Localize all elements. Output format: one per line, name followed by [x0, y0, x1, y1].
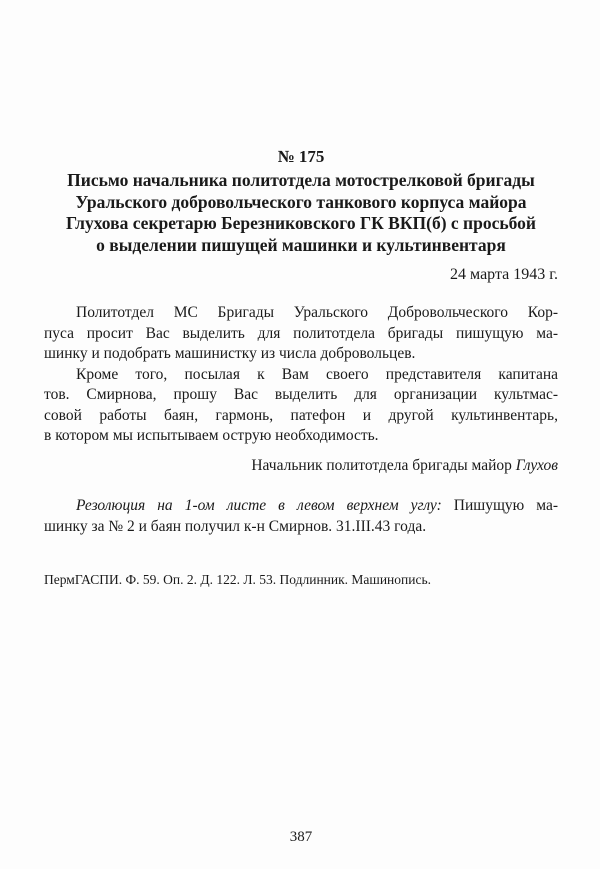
document-title [44, 170, 558, 256]
resolution-note [44, 496, 558, 537]
signature-line [44, 456, 558, 476]
body-line: в котором мы испытываем острую необходимость. [44, 427, 379, 444]
document-body [44, 303, 558, 447]
title-line: Глухова секретарю Березниковского ГК ВКП(б) с просьбой [66, 213, 536, 233]
resolution-line [44, 496, 558, 517]
body-line: совой работы баян, гармонь, патефон и другой культинвентарь, [44, 406, 558, 424]
document-number: № 175 [277, 147, 325, 166]
title-line: Письмо начальника политотдела мотострелковой бригады [67, 170, 535, 190]
signature-role: Начальник политотдела бригады майор [251, 457, 516, 474]
resolution-line: шинку за № 2 и баян получил к-н Смирнов. 31.III.43 года. [44, 517, 427, 535]
body-line: шинку и подобрать машинистку из числа добровольцев. [44, 345, 416, 362]
body-line: тов. Смирнова, прошу Вас выделить для организации культмас- [44, 386, 558, 403]
resolution-lead: Резолюция на 1-ом листе в левом верхнем углу: [76, 497, 442, 514]
body-line: Политотдел МС Бригады Уральского Добровольческого Кор- [76, 304, 558, 321]
title-line: Уральского добровольческого танкового корпуса майора [75, 191, 527, 212]
title-line: о выделении пишущей машинки и культинвентаря [96, 234, 506, 255]
page-number: 387 [289, 829, 313, 845]
body-line: пуса просит Вас выделить для политотдела бригады пишущую ма- [44, 324, 558, 342]
document-date: 24 марта 1943 г. [450, 266, 558, 283]
body-line: Кроме того, посылая к Вам своего представителя капитана [76, 365, 558, 383]
resolution-rest: Пишущую ма- [441, 497, 558, 514]
archive-reference: ПермГАСПИ. Ф. 59. Оп. 2. Д. 122. Л. 53. Подлинник. Машинопись. [44, 572, 431, 587]
signature-name: Глухов [515, 457, 558, 474]
